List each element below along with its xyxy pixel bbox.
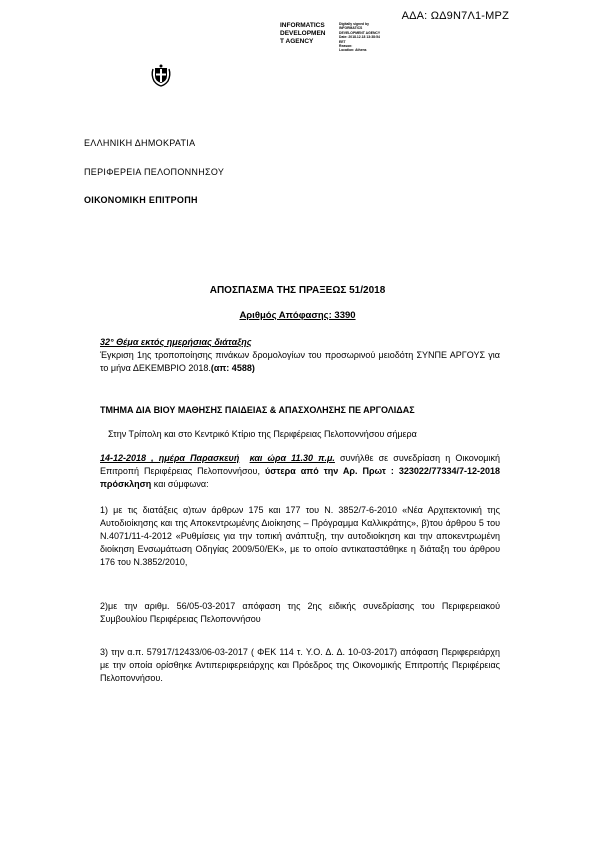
- department-name: ΤΜΗΜΑ ΔΙΑ ΒΙΟΥ ΜΑΘΗΣΗΣ ΠΑΙΔΕΙΑΣ & ΑΠΑΣΧΟΛΗΣΗΣ ΠΕ ΑΡΓΟΛΙΔΑΣ: [100, 405, 415, 415]
- meeting-location: Στην Τρίπολη και στο Κεντρικό Κτίριο της Περιφέρειας Πελοποννήσου σήμερα: [108, 429, 417, 439]
- legal-basis-item-2: 2)με την αριθμ. 56/05-03-2017 απόφαση της 2ης ειδικής συνεδρίασης του Περιφερειακού Συμβουλίου Περιφέρειας Πελοποννήσου: [100, 601, 500, 624]
- stamp-signature-details: Digitally signed by INFORMATICS DEVELOPMENT AGENCY Date: 2018.12.18 13:38:54 EET Reason: Location: Athens: [339, 22, 381, 53]
- document-title: ΑΠΟΣΠΑΣΜΑ ΤΗΣ ΠΡΑΞΕΩΣ 51/2018: [209, 285, 386, 296]
- stamp-agency-name: INFORMATICS DEVELOPMEN T AGENCY: [280, 22, 326, 45]
- region-name: ΠΕΡΙΦΕΡΕΙΑ ΠΕΛΟΠΟΝΝΗΣΟΥ: [84, 167, 225, 177]
- committee-name: ΟΙΚΟΝΟΜΙΚΗ ΕΠΙΤΡΟΠΗ: [84, 195, 198, 205]
- decision-number: Αριθμός Απόφασης: 3390: [239, 310, 356, 321]
- legal-basis-item-3: 3) την α.π. 57917/12433/06-03-2017 ( ΦΕΚ 114 τ. Υ.Ο. Δ. Δ. 10-03-2017) απόφαση Περιφερειάρχη με την οποία ορίσθηκε Αντιπεριφερειάρχης και Πρόεδρος της Οικονομικής Επιτροπής Περιφέρειας Πελοποννήσου.: [100, 647, 500, 683]
- greek-coat-of-arms-icon: [149, 63, 173, 87]
- meeting-details: 14-12-2018 , ημέρα Παρασκευή και ώρα 11.30 π.μ. συνήλθε σε συνεδρίαση η Οικονομική Επιτροπή Περιφέρειας Πελοποννήσου, ύστερα από την Αρ. Πρωτ : 323022/77334/7-12-2018 πρόσκληση και σύμφωνα:: [100, 453, 500, 489]
- ada-code: ΑΔΑ: ΩΔ9Ν7Λ1-ΜΡΖ: [401, 10, 509, 22]
- topic-block: [100, 336, 500, 375]
- country-name: ΕΛΛΗΝΙΚΗ ΔΗΜΟΚΡΑΤΙΑ: [84, 138, 196, 148]
- topic-label: 32° Θέμα εκτός ημερήσιας διάταξης: [100, 337, 252, 347]
- legal-basis-item-1: 1) με τις διατάξεις α)των άρθρων 175 και 177 του Ν. 3852/7-6-2010 «Νέα Αρχιτεκτονική της Αυτοδιοίκησης και της Αποκεντρωμένης Διοίκησης – Πρόγραμμα Καλλικράτης», β)του άρθρου 5 του Ν.4071/11-4-2012 «Ρυθμίσεις για την τοπική ανάπτυξη, την αυτοδιοίκηση και την αποκεντρωμένη διοίκηση Ενσωμάτωση Οδηγίας 2009/50/ΕΚ», με το οποίο αντικαταστάθηκε η διάταξη του άρθρου 176 του Ν.3852/2010,: [100, 505, 500, 567]
- topic-text: Έγκριση 1ης τροποποίησης πινάκων δρομολογίων του προσωρινού μειοδότη ΣΥΝΠΕ ΑΡΓΟΥΣ για το μήνα ΔΕΚΕΜΒΡΙΟ 2018.(απ: 4588): [100, 350, 500, 373]
- digital-signature-stamp: [280, 22, 410, 56]
